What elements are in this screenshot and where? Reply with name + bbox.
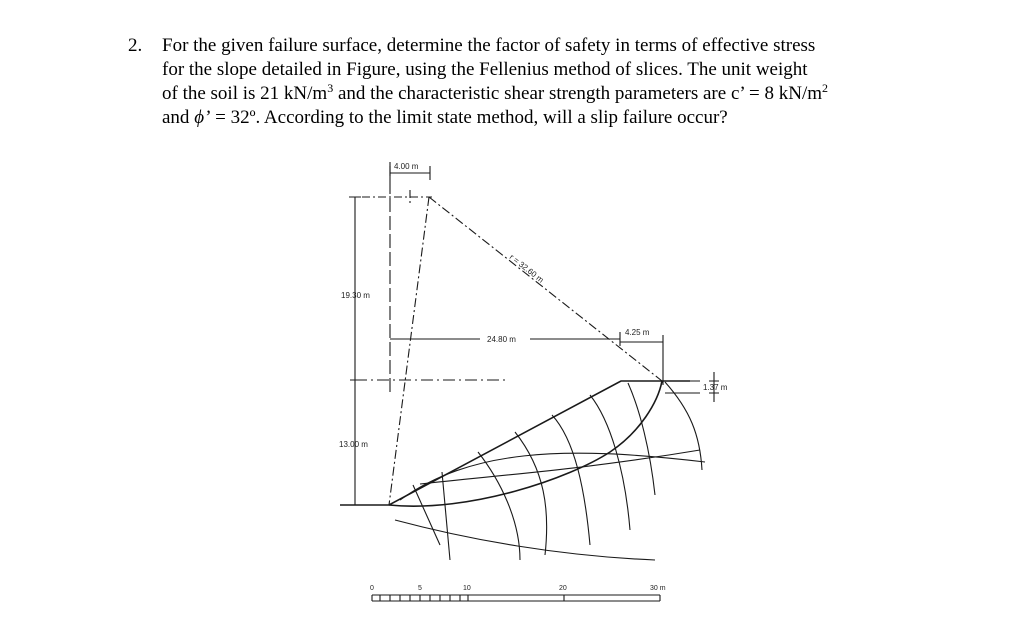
radius-label: r = 32.60 m: [507, 252, 546, 285]
slice-line-5: [552, 415, 590, 545]
slice-line-6: [590, 395, 630, 530]
scale-tick-10: 10: [463, 585, 471, 592]
slip-centre-mark: [362, 190, 432, 203]
slip-surface: [389, 381, 662, 506]
scale-bar: [372, 595, 660, 601]
question-line-2: for the slope detailed in Figure, using the Fellenius method of slices. The unit weight: [162, 59, 808, 80]
slice-line-2: [442, 472, 450, 560]
phi-symbol: ϕ’: [194, 107, 211, 128]
superscript-2: 2: [822, 81, 829, 95]
slice-line-4: [515, 432, 547, 555]
ground-profile: [340, 381, 690, 505]
vertical-dimension-line: [349, 197, 362, 505]
slice-line-8: [665, 382, 702, 470]
dim-right-label: 1.37 m: [703, 383, 728, 392]
dim-top-label: 4.00 m: [394, 162, 419, 171]
dim-left-lower-label: 13.00 m: [339, 440, 368, 449]
scale-tick-0: 0: [370, 585, 374, 592]
scale-tick-30: 30 m: [650, 585, 666, 592]
cohesion-text: and the characteristic shear strength parameters are c’ = 8 kN/m: [333, 83, 823, 104]
dim-crest-label: 4.25 m: [625, 328, 650, 337]
unit-weight-text: of the soil is 21 kN/m: [162, 83, 328, 104]
slice-line-7: [628, 383, 655, 495]
scale-tick-5: 5: [418, 585, 422, 592]
phreatic-curve-1: [400, 453, 705, 500]
dim-left-upper-label: 19.30 m: [341, 291, 370, 300]
slice-line-3: [478, 452, 520, 560]
friction-angle-text: = 32º. According to the limit state method, will a slip failure occur?: [210, 107, 728, 128]
radius-line-left: [389, 197, 429, 505]
phreatic-curve-2: [420, 450, 700, 484]
radius-line-right: [429, 197, 662, 381]
phreatic-curve-3: [395, 520, 655, 560]
question-number: 2.: [128, 35, 143, 56]
slice-line-1: [413, 485, 440, 545]
dim-horizontal-label: 24.80 m: [487, 335, 516, 344]
superscript-3: 3: [327, 81, 334, 95]
scale-tick-20: 20: [559, 585, 567, 592]
dim-425m-line: [620, 335, 663, 385]
and-text: and: [162, 107, 195, 128]
question-line-1: For the given failure surface, determine the factor of safety in terms of effective stress: [162, 35, 816, 56]
